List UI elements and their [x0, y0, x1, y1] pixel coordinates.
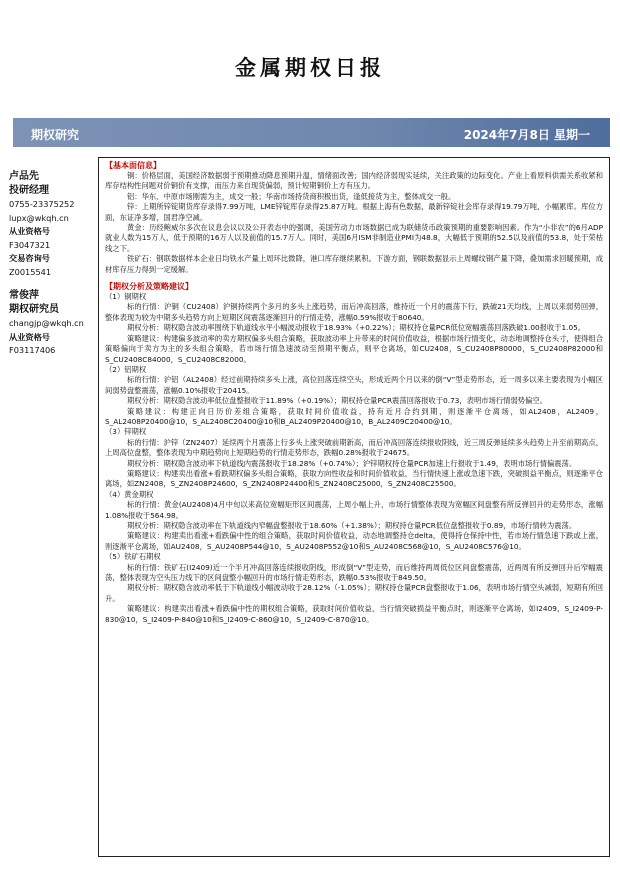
section-label: 期权研究 — [31, 128, 80, 142]
basic-paragraph: 铝：华东、中原市场刚需为主，成交一般；华南市场持货商积极出货，逢低接货为主，整体成交一般。 — [127, 191, 456, 201]
subsection-title: （4）黄金期权 — [105, 489, 154, 499]
report-date: 2024年7月8日 星期一 — [463, 128, 590, 142]
report-body — [98, 157, 610, 857]
analysis-paragraph: 标的行情：沪锌（ZN2407）延续两个月震荡上行多头上涨突破前期新高，而后冲高回落连续报收阴线，近三周反弹延续多头趋势上升至前期高点，上周高位盘整，整体表现为中期趋势向上短期趋势的行情走势形态，跌幅0.28%报收于24675。 — [105, 437, 603, 458]
basic-info-heading: 【基本面信息】 — [105, 161, 161, 170]
analyst-role: 投研经理 — [9, 185, 49, 196]
analysis-paragraph: 期权分析：期权隐含波动率低于下轨道线小幅波动收于28.12%（-1.05%）；期权持仓量PCR盘整报收于1.06，表明市场行情空头减弱，短期有所回升。 — [105, 583, 603, 603]
analysis-paragraph: 标的行情：铁矿石(I2409)近一个半月冲高回落连续报收阴线，形成倒“V”型走势，而后维持两周低位区间盘整震荡，近两周有所反弹回升后窄幅震荡，整体表现为空头压力线下的区间盘整小幅回升的市场行情走势形态，跌幅0.53%报收于849.50。 — [105, 562, 603, 583]
consulting-number: Z0015541 — [9, 266, 52, 277]
analyst-sidebar — [9, 170, 91, 358]
basic-paragraph: 铜：价格层面，美国经济数据弱于预期推动降息预期升温，情绪面改善；国内经济弱现实延续，关注政策的边际变化。产业上看原料供需关系收紧和库存结构性问题对价铜价有支撑，而压力来自现货偏弱，预计短期铜价上方有压力。 — [105, 171, 603, 191]
header-banner — [13, 118, 610, 147]
analysis-paragraph: 期权分析：期权隐含波动率下轨道线内震荡报收于18.28%（+0.74%）；沪锌期权持仓量PCR加速上行报收于1.49，表明市场行情偏震荡。 — [127, 458, 577, 468]
subsection-title: （3）锌期权 — [105, 427, 147, 437]
qualification-number: F03117406 — [9, 345, 56, 355]
analysis-paragraph: 策略建议：构建卖出看涨+看跌偏中性的期权组合策略，获取时间价值收益，当行情突破损益平衡点时，则逐渐平仓离场，如I2409，S_I2409-P-830@10，S_I2409-P-840@10和S_I2409-C-860@10，S_I2409-C-870@10。 — [105, 604, 603, 624]
basic-paragraph: 铁矿石：钢联数据样本企业日均铁水产量上周环比微降，港口库存继续累积。下游方面，钢联数据显示上周螺纹钢产量下降，叠加需求回暖预期，成材库存压力得到一定缓解。 — [105, 254, 603, 274]
analyst-email: lupx@wkqh.cn — [9, 212, 69, 223]
basic-paragraph: 锌：上期所锌锭期货库存录得7.99万吨，LME锌锭库存录得25.87万吨。根据上海有色数据，最新锌锭社会库存录得19.79万吨，小幅累库。库位方面，东证净多增，国君净空减。 — [105, 202, 603, 222]
basic-paragraph: 黄金：历经鲍威尔多次在议息会议以及公开表态中的强调，美国劳动力市场数据已成为联储货币政策预期的重要影响因素。作为“小非农”的6月ADP就业人数为15万人，低于预期的16万人以及前值的15.7万人。同时，美国6月ISM非制造业PMI为48.8，大幅低于预期的52.5以及前值的53.8，处于荣枯线之下。 — [105, 223, 603, 253]
analyst-name: 卢品先 — [9, 171, 39, 182]
analysis-paragraph: 策略建议：构建卖出看涨+看跌期权偏多头组合策略，获取方向性收益和时间价值收益，当行情快速上涨或急速下跌，突破损益平衡点，则逐渐平仓离场，如ZN2408，S_ZN2408P24600，S_ZN2408P24400和S_ZN2408C25000，S_ZN2408C25500。 — [105, 468, 603, 489]
qualification-number: F3047321 — [9, 239, 51, 250]
analysis-paragraph: 期权分析：期权隐含波动率低位盘整报收于11.89%（+0.19%）；期权持仓量PCR震荡回落报收于0.73，表明市场行情弱势偏空。 — [127, 396, 547, 406]
subsection-title: （2）铝期权 — [105, 364, 147, 374]
analysis-paragraph: 期权分析：期权隐含波动率围绕下轨道线水平小幅波动报收于18.93%（+0.22%）；期权持仓量PCR低位宽幅震荡回落跌破1.00报收于1.05。 — [127, 323, 586, 333]
analysis-paragraph: 策略建议：构建正向日历价差组合策略，获取时间价值收益，持有近月合约到期，则逐渐平仓离场，如AL2408，AL2409，S_AL2408P20400@10，S_AL2408C20400@10和B_AL2409P20400@10，B_AL2409C20400@10。 — [105, 406, 603, 426]
analysis-heading: 【期权分析及策略建议】 — [105, 282, 193, 292]
analysis-paragraph: 标的行情：黄金(AU2408)4月中旬以来高位宽幅矩形区间震荡，上周小幅上升，市场行情整体表现为宽幅区间盘整有所反弹回升的走势形态，涨幅1.08%报收于564.98。 — [105, 500, 603, 520]
analyst-name: 常俊萍 — [9, 290, 39, 301]
analyst-role: 期权研究员 — [9, 304, 59, 315]
subsection-title: （5）铁矿石期权 — [105, 552, 161, 562]
analyst-phone: 0755-23375252 — [9, 199, 75, 209]
analyst-email: changjp@wkqh.cn — [9, 318, 84, 328]
analysis-paragraph: 策略建议：构建偏多波动率的卖方期权偏多头组合策略，获取波动率上升带来的时间价值收益，根据市场行情变化，动态地调整持仓头寸，使得组合策略偏向于卖方为主的多头组合策略，若市场行情急速波动至预期平衡点，则平仓离场，如CU2408，S_CU2408P80000，S_CU2408P82000和S_CU2408C84000，S_CU2408C82000。 — [105, 333, 603, 364]
qualification-label: 从业资格号 — [9, 226, 50, 236]
consulting-label: 交易咨询号 — [9, 253, 50, 263]
analysis-paragraph: 策略建议：构建卖出看涨+看跌偏中性的组合策略，获取时间价值收益，动态地调整持仓delta，使得持仓保持中性，若市场行情急速下跌或上涨，则逐渐平仓离场，如AU2408，S_AU2408P544@10，S_AU2408P552@10和S_AU2408C568@10，S_AU2408C576@10。 — [105, 531, 603, 551]
analysis-paragraph: 标的行情：沪铜（CU2408）沪铜持续两个多月的多头上涨趋势，而后冲高回落，维持近一个月的震荡下行，跌破21天均线，上周以来弱势回弹，整体表现为较为中期多头趋势方向上短期区间震荡逐渐回升的行情走势，涨幅0.59%报收于80640。 — [105, 302, 603, 322]
qualification-label: 从业资格号 — [9, 331, 50, 342]
report-title: 金属期权日报 — [235, 56, 385, 80]
analysis-paragraph: 标的行情：沪铝（AL2408）经过前期持续多头上涨，高位回落连续空头，形成近两个月以来的倒“V”型走势形态，近一周多以来主要表现为小幅区间弱势盘整震荡，涨幅0.10%报收于20415。 — [105, 375, 603, 395]
analysis-paragraph: 期权分析：期权隐含波动率在下轨道线内窄幅盘整报收于18.60%（+1.38%）；期权持仓量PCR低位盘整报收于0.89，市场行情转为震荡。 — [127, 521, 577, 530]
subsection-title: （1）铜期权 — [105, 292, 147, 302]
